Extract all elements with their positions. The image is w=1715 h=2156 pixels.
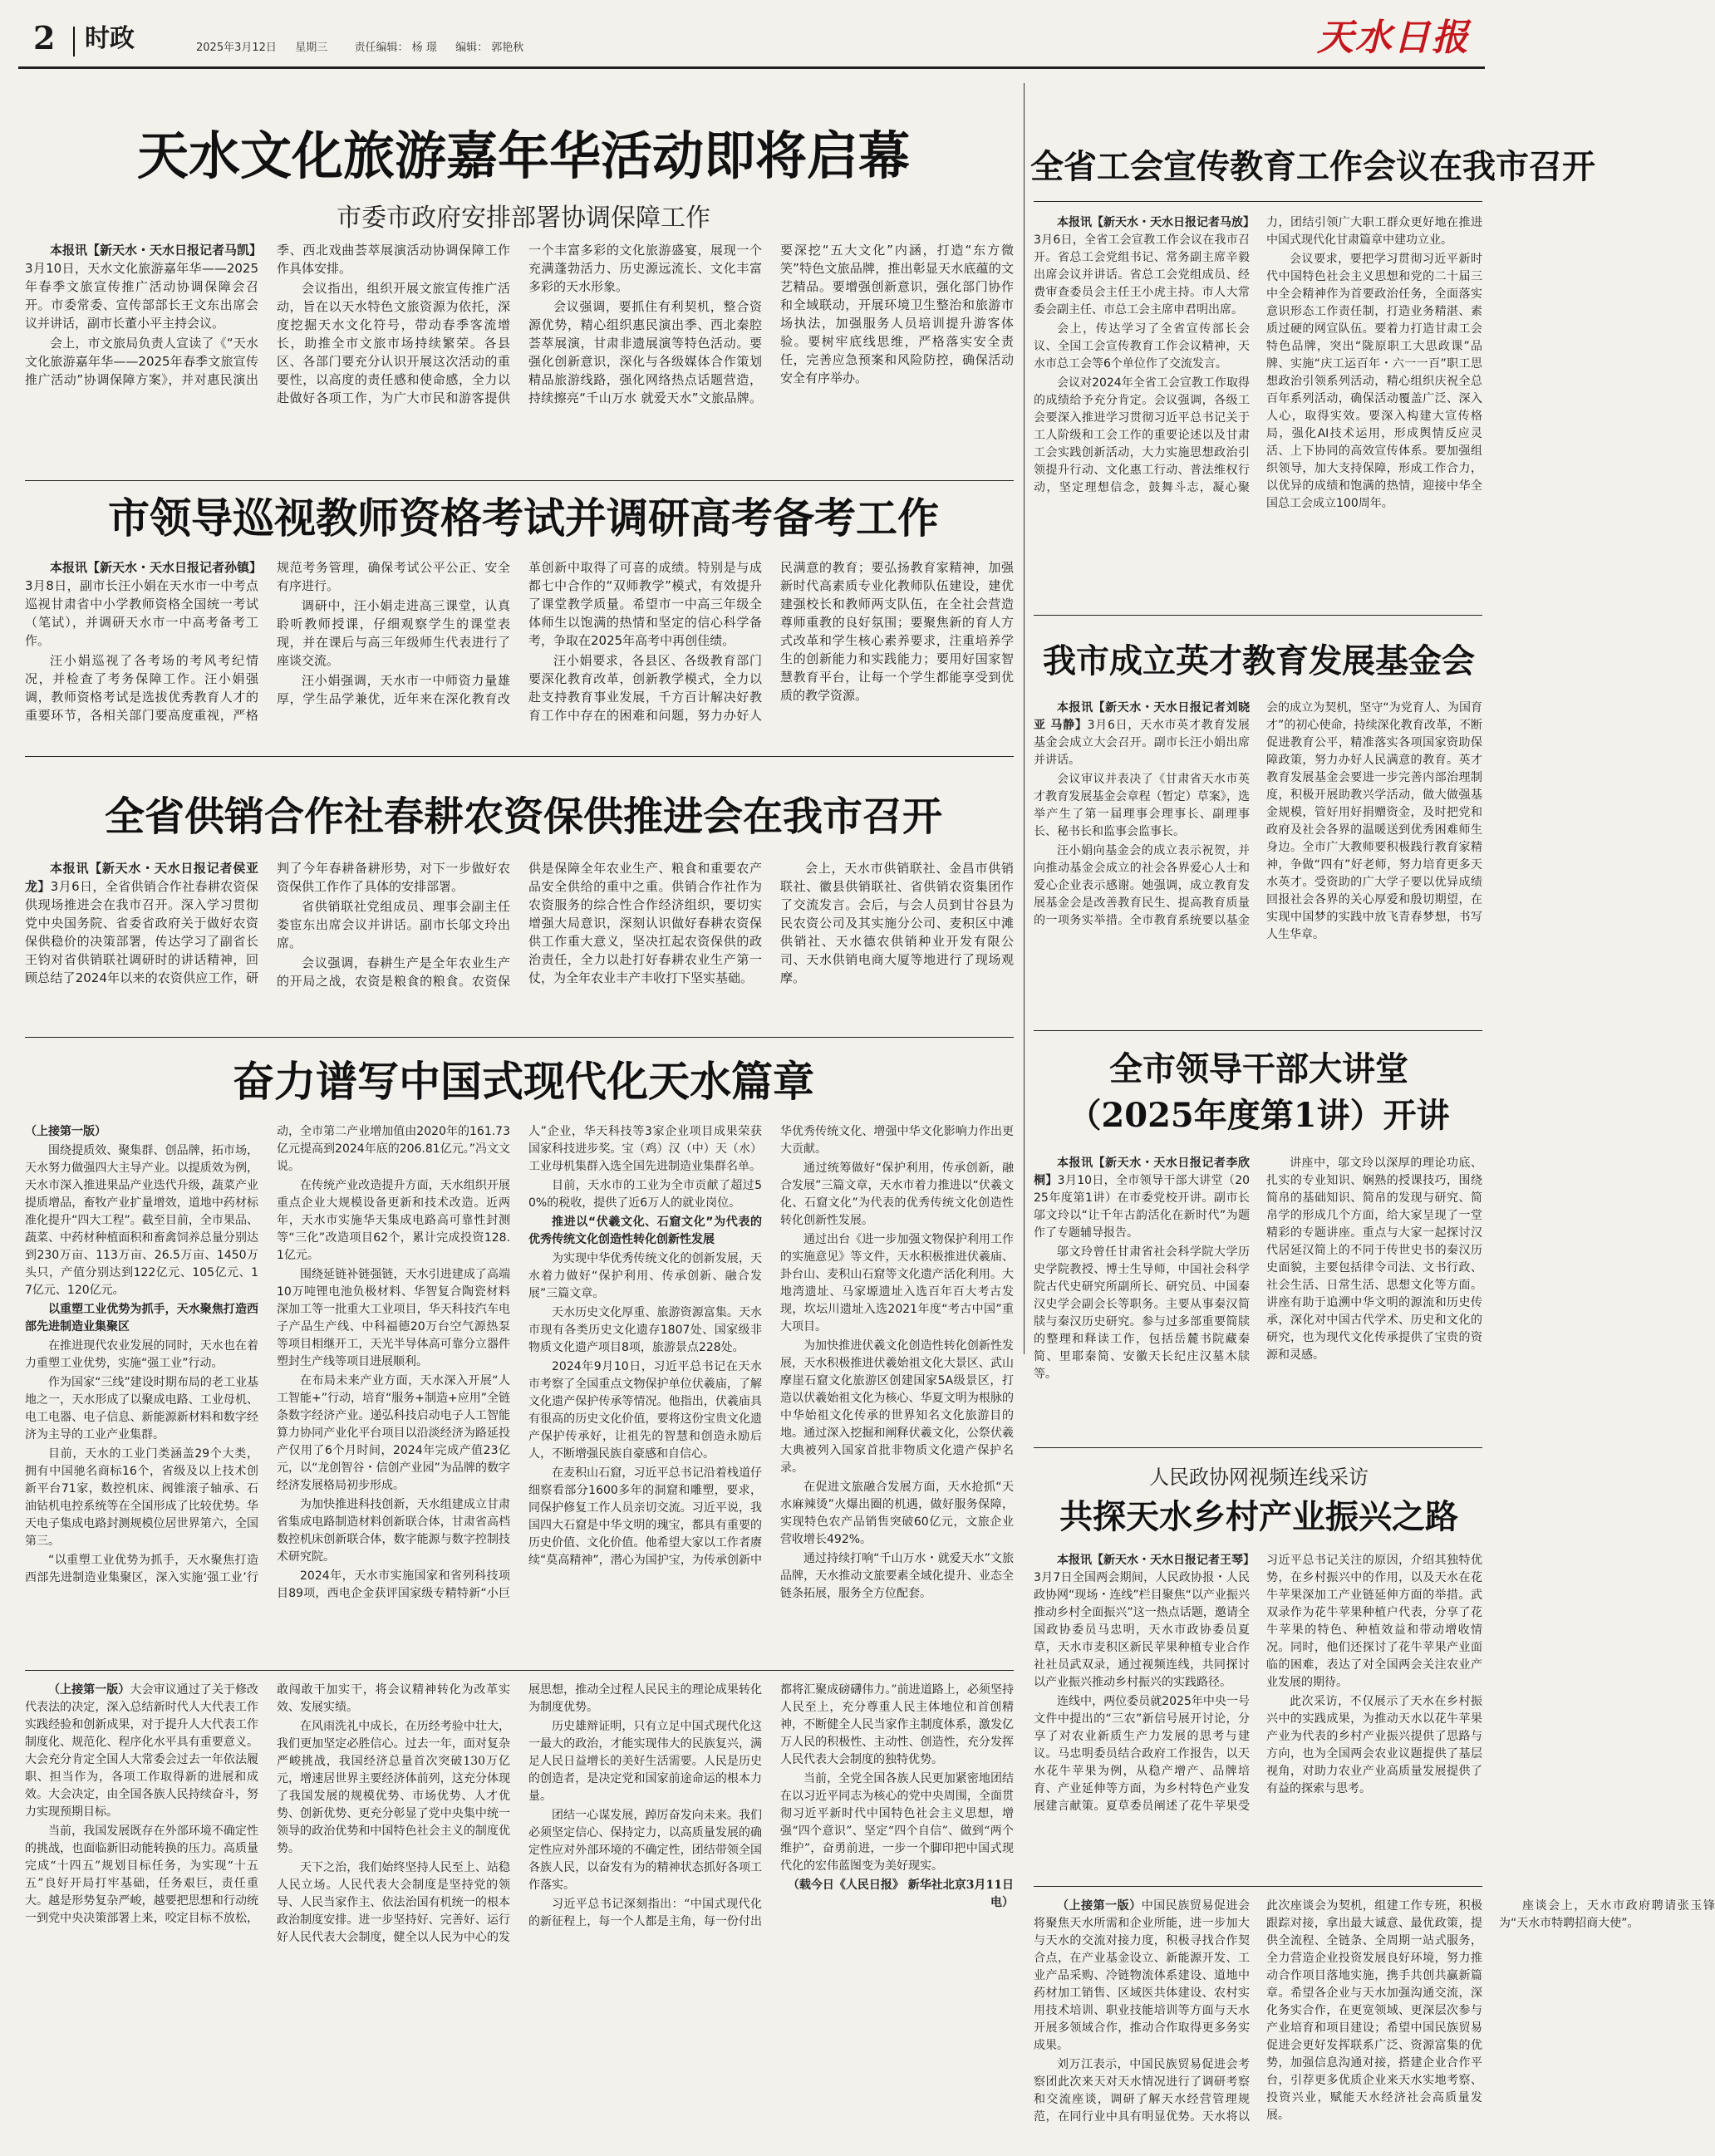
rule xyxy=(25,1670,1014,1671)
article5-body xyxy=(25,1682,1014,2139)
rule xyxy=(1034,201,1482,202)
issue-date: 2025年3月12日 xyxy=(196,42,277,54)
article7-dateline: 本报讯【新天水・天水日报记者刘晓亚 马静】 xyxy=(1034,701,1250,732)
article2-para: 汪小娟要求，各县区、各级教育部门要深化教育改革，创新教学模式，全力以赴支持教育事业发展，千方百计解决好教育工作中存在的困难和问题，努力办好人民满意的教育；要弘扬教育家精神，加强新时代高素质专业化教师队伍建设，建优建强校长和教师两支队伍，在全社会营造尊师重教的良好氛围；要聚焦新的育人方式改革和学生核心素养要求，注重培养学生的创新能力和实践能力；要用好国家智慧教育平台，让每一个学生都能享受到优质的教学资源。 xyxy=(528,560,1014,723)
article4-para: 2024年9月10日，习近平总书记在天水市考察了全国重点文物保护单位伏羲庙，了解文化遗产保护传承等情况。他指出，伏羲庙具有很高的历史文化价值，要将这份宝贵文化遗产保护传承好，让祖先的智慧和创造永励后人，不断增强民族自豪感和自信心。 xyxy=(528,1360,762,1461)
article4-headline: 奋力谱写中国式现代化天水篇章 xyxy=(233,1057,814,1106)
article5-jump: （上接第一版） xyxy=(48,1683,130,1697)
article5-para: 当前，全党全国各族人民更加紧密地团结在以习近平同志为核心的党中央周围，全面贯彻习近平新时代中国特色社会主义思想，增强“四个意识”、坚定“四个自信”、做到“两个维护”，奋勇前进，一步一个脚印把中国式现代化的宏伟蓝图变为美好现实。 xyxy=(780,1772,1014,1873)
article9-body xyxy=(1034,1552,1482,1876)
article4-para: 在传统产业改造提升方面，天水组织开展重点企业大规模设备更新和技术改造。近两年，天水市实施华天集成电路高可靠性封测等“三化”改造项目62个，累计完成投资128.1亿元。 xyxy=(277,1179,510,1262)
article3-dateline: 本报讯【新天水・天水日报记者侯亚龙】 xyxy=(25,861,258,894)
article4-subhead: 推进以“伏羲文化、石窟文化”为代表的优秀传统文化创造性转化创新性发展 xyxy=(528,1216,762,1246)
article3-para: 省供销联社党组成员、理事会副主任娄宦东出席会议并讲话。副市长邬文玲出席。 xyxy=(277,899,510,950)
article1-para: 会议指出，组织开展文旅宣传推广活动，旨在以天水特色文旅资源为依托，深度挖掘天水文化符号，带动春季客流增长，助推全市文旅市场持续繁荣。各县区、各部门要充分认识开展这次活动的重要性，以高度的责任感和使命感，全力以赴做好各项工作，为广大市民和游客提供一个丰富多彩的文化旅游盛宴，展现一个充满蓬勃活力、历史源远流长、文化丰富多彩的天水形象。 xyxy=(277,243,762,405)
article8-para: 邬文玲曾任甘肃省社会科学院大学历史学院教授、博士生导师，中国社会科学院古代史研究所副所长、研究员、中国秦汉史学会副会长等职务。主要从事秦汉简牍与秦汉历史研究。参与过多部重要简牍的整理和释读工作，包括岳麓书院藏秦简、里耶秦简、安徽天长纪庄汉墓木牍等。 xyxy=(1034,1245,1250,1381)
article5-para: 天下之治，我们始终坚持人民至上、站稳人民立场。人民代表大会制度是坚持党的领导、人民当家作主、依法治国有机统一的根本政治制度安排。进一步坚持好、完善好、运行好人民代表大会制度，健全以人民为中心的发展思想，推动全过程人民民主的理论成果转化为制度优势。 xyxy=(277,1683,762,1944)
article7-para: 3月6日，天水市英才教育发展基金会成立大会召开。副市长汪小娟出席并讲话。 xyxy=(1034,719,1250,767)
article5-para: 当前，我国发展既存在外部环境不确定性的挑战，也面临新旧动能转换的压力。高质量完成“十四五”规划目标任务，为实现“十五五”良好开局打牢基础，任务艰巨，责任重大。越是形势复杂严峻，越要把思想和行动统一到党中央决策部署上来，咬定目标不放松，敢闯敢干加实干，将会议精神转化为改革实效、发展实绩。 xyxy=(25,1683,510,1925)
article3-para: 3月6日，全省供销合作社春耕农资保供现场推进会在我市召开。深入学习贯彻党中央国务院、省委省政府关于做好农资保供稳价的决策部署，传达学习了副省长王钧对省供销联社调研时的讲话精神，回顾总结了2024年以来的农资供应工作，研判了今年春耕备耕形势，对下一步做好农资保供工作作了具体的安排部署。 xyxy=(25,861,510,985)
article10-para: 刘万江表示，中国民族贸易促进会考察团此次来天对天水情况进行了调研考察和交流座谈，调研了解天水经营管理规范，在同行业中具有明显优势。天水将以此次座谈会为契机，组建工作专班，积极跟踪对接，拿出最大诚意、最优政策，提供全流程、全链条、全周期一站式服务，全力营造企业投资发展良好环境，努力推动合作项目落地实施，携手共创共赢新篇章。希望各企业与天水加强沟通交流，深化务实合作，在更宽领域、更深层次参与产业培育和项目建设；希望中国民族贸易促进会更好发挥联系广泛、资源富集的优势，加强信息沟通对接，搭建企业合作平台，引荐更多优质企业来天水实地考察、投资兴业，赋能天水经济社会高质量发展。 xyxy=(1034,1899,1482,2124)
article8-headline-line1: 全市领导干部大讲堂 xyxy=(1109,1049,1408,1088)
article5-para: 在风雨洗礼中成长，在历经考验中壮大，我们更加坚定必胜信心。过去一年，面对复杂严峻挑战，我国经济总量首次突破130万亿元，增速居世界主要经济体前列，这充分体现了我国发展的规模优势、市场优势、人才优势、创新优势、更充分彰显了党中央集中统一领导的政治优势和中国特色社会主义的制度优势。 xyxy=(277,1720,510,1855)
article9-headline: 共探天水乡村产业振兴之路 xyxy=(1059,1497,1458,1536)
masthead xyxy=(0,0,1503,66)
article7-headline: 我市成立英才教育发展基金会 xyxy=(1043,641,1475,680)
article4-para: 在布局未来产业方面，天水深入开展“人工智能+”行动，培育“服务+制造+应用”全链条数字经济产业。递弘科技启动电子人工智能算力协同产业化平台项目以沿淡经济为路延投产仅用了6个月时间，2024年完成产值23亿元，以“龙创智谷・信创产业园”为品牌的数字经济发展格局初步形成。 xyxy=(277,1374,510,1492)
article5-source: （载今日《人民日报》 新华社北京3月11日电） xyxy=(787,1879,1014,1909)
article4-para: 通过出台《进一步加强文物保护利用工作的实施意见》等文件，天水积极推进伏羲庙、卦台山、麦积山石窟等文化遗产活化利用。大地湾遗址、马家塬遗址入选百年百大考古发现，坎坛川遗址入选2021年度“考古中国”重大项目。 xyxy=(780,1233,1014,1333)
editor-label: 责任编辑： xyxy=(354,42,409,54)
article9-para: 连线中，两位委员就2025年中央一号文件中提出的“三农”新信号展开讨论，分享了对农业新质生产力发展的思考与建议。马忠明委员结合政府工作报告，以天水花牛苹果为例，从稳产增产、品牌培育、产业延伸等方面，为乡村特色产业发展建言献策。夏草委员阐述了花牛苹果受习近平总书记关注的原因，介绍其独特优势，在乡村振兴中的作用，以及天水在花牛苹果深加工产业链延伸方面的举措。武双录作为花牛苹果种植户代表，分享了花牛苹果的特色、种植效益和带动增收情况。同时，他们还探讨了花牛苹果产业面临的困难，表达了对全国两会关注农业产业发展的期待。 xyxy=(1034,1554,1482,1813)
article3-para: 会上，天水市供销联社、金昌市供销联社、徽县供销联社、省供销农资集团作了交流发言。会后，与会人员到甘谷县为民农资公司及其实施分公司、麦积区中滩供销社、天水德农供销种业开发有限公司、天水供销电商大厦等地进行了现场观摩。 xyxy=(780,861,1014,985)
article8-para: 3月10日，全市领导干部大讲堂（2025年度第1讲）在市委党校开讲。副市长邬文玲以“让千年古韵活化在新时代”为题作了专题辅导报告。 xyxy=(1034,1174,1251,1240)
issue-weekday: 星期三 xyxy=(295,42,328,54)
article3-para: 会议强调，春耕生产是全年农业生产的开局之战，农资是粮食的粮食。农资保供是保障全年农业生产、粮食和重要农产品安全供给的重中之重。供销合作社作为农资服务的综合性合作经济组织，要切实增强大局意识，深刻认识做好春耕农资保供工作重大意义，坚决扛起农资保供的政治责任，全力以赴打好春耕农业生产第一仗，为全年农业丰产丰收打下坚实基础。 xyxy=(277,861,762,989)
rule xyxy=(1034,1447,1482,1448)
article1-body xyxy=(25,241,1014,465)
rule xyxy=(25,480,1014,481)
article4-para: 为实现中华优秀传统文化的创新发展，天水着力做好“保护利用、传承创新、融合发展”三篇文章。 xyxy=(528,1252,762,1300)
article3-body xyxy=(25,859,1014,1025)
article9-para: 此次采访，不仅展示了天水在乡村振兴中的实践成果，为推动天水以花牛苹果产业为代表的乡村产业振兴提供了思路与方向，也为全国两会农业议题提供了基层视角，对助力农业产业高质量发展提供了有益的探索与思考。 xyxy=(1266,1695,1482,1795)
article4-body xyxy=(25,1123,1014,1662)
article1-para: 3月10日，天水文化旅游嘉年华——2025年春季文旅宣传推广活动协调保障会召开。市委常委、宣传部部长王文东出席会议并讲话，副市长董小平主持会议。 xyxy=(25,261,258,331)
article4-jump: （上接第一版） xyxy=(25,1125,106,1138)
article7-para: 汪小娟向基金会的成立表示祝贺，并向推动基金会成立的社会各界爱心人士和爱心企业表示感谢。她强调，成立教育发展基金会是改善教育民生、提高教育质量的一项务实举措。全市教育系统要以基金会的成立为契机，坚守“为党育人、为国育才”的初心使命，持续深化教育改革，不断促进教育公平，精准落实各项国家资助保障政策，努力办好人民满意的教育。英才教育发展基金会要进一步完善内部治理制度，积极开展助教兴学活动，做大做强基金规模，管好用好捐赠资金，及时把党和政府及社会各界的温暖送到优秀困难师生身边。全市广大教师要积极践行教育家精神，争做“四有”好老师，努力培育更多天水英才。受资助的广大学子要以优异成绩回报社会各界的关心厚爱和殷切期望，在实现中国梦的实践中放飞青春梦想，书写人生华章。 xyxy=(1034,701,1482,941)
article4-para: 通过持续打响“千山万水・就爱天水”文旅品牌，天水推动文旅要素全域化提升、业态全链条拓展，服务全方位配套。 xyxy=(780,1552,1014,1600)
article10-body xyxy=(1034,1898,1715,2139)
rule xyxy=(25,756,1014,757)
editor2-label: 编辑： xyxy=(455,42,489,54)
article5-para: 团结一心谋发展，踔厉奋发向未来。我们必须坚定信心、保持定力，以高质量发展的确定性应对外部环境的不确定性，团结带领全国各族人民，以奋发有为的精神状态抓好各项工作落实。 xyxy=(528,1809,762,1892)
masthead-rule xyxy=(18,66,1485,69)
article8-para: 讲座中，邬文玲以深厚的理论功底、扎实的专业知识、娴熟的授课技巧，围绕简帛的基础知识、简帛的发现与研究、简帛学的形成几个方面，给大家呈现了一堂精彩的专题讲座。重点与大家一起探讨汉代居延汉简上的不同于传世史书的秦汉历史面貌，主要包括律令司法、文书行政、社会生活、日常生活、思想文化等方面。讲座有助于追溯中华文明的源流和历史传承，深化对中国古代学术、历史和文化的研究，也为现代文化传承提供了宝贵的资源和灵感。 xyxy=(1266,1157,1482,1362)
article7-body xyxy=(1034,700,1482,1015)
article4-para: 通过统筹做好“保护利用，传承创新，融合发展”三篇文章，天水市着力推进以“伏羲文化、石窟文化”为代表的优秀传统文化创造性转化创新性发展。 xyxy=(780,1161,1014,1227)
article9-para: 3月7日全国两会期间，人民政协报・人民政协网“现场・连线”栏目聚焦“以产业振兴推动乡村全面振兴”这一热点话题，邀请全国政协委员马忠明，天水市政协委员夏草，天水市麦积区新民苹果种植专业合作社社员武双录，通过视频连线，共同探讨以产业振兴推动乡村振兴的实践路径。 xyxy=(1034,1571,1250,1689)
article1-headline: 天水文化旅游嘉年华活动即将启幕 xyxy=(136,125,910,186)
article1-para: 会议强调，要抓住有利契机，整合资源优势，精心组织惠民演出季、西北秦腔荟萃展演，甘肃非遗展演等特色活动。要强化创新意识，深化与各级媒体合作策划精品旅游线路，强化网络热点话题营造，持续擦亮“千山万水 就爱天水”文旅品牌。要深挖“五大文化”内涵，打造“东方微笑”特色文旅品牌，推出彰显天水底蕴的文艺精品。要增强创新意识，强化部门协作和全域联动，开展环境卫生整治和旅游市场执法，加强服务人员培训提升游客体验。要树牢底线思维，严格落实安全责任，完善应急预案和风险防控，确保活动安全有序举办。 xyxy=(528,243,1014,405)
article6-headline: 全省工会宣传教育工作会议在我市召开 xyxy=(1030,147,1595,186)
article2-para: 汪小娟巡视了各考场的考风考纪情况，并检查了考务保障工作。汪小娟强调，教师资格考试是选拔优秀教育人才的重要环节，各相关部门要高度重视，严格规范考务管理，确保考试公平公正、安全有序进行。 xyxy=(25,560,510,723)
article4-para: 在推进现代农业发展的同时，天水也在着力重塑工业优势，实施“强工业”行动。 xyxy=(25,1339,258,1370)
article10-para: 中国民族贸易促进会将聚焦天水所需和企业所能，进一步加大与天水的交流对接力度，积极寻找合作契合点，在产业基金设立、新能源开发、工业产品采购、冷链物流体系建设、道地中药材加工销售、区域医共体建设、农村实用技术培训、职业技能培训等方面与天水开展多领域合作，推动合作取得更多务实成果。 xyxy=(1034,1899,1251,2052)
article9-dateline: 本报讯【新天水・天水日报记者王琴】 xyxy=(1057,1554,1255,1567)
article2-headline: 市领导巡视教师资格考试并调研高考备考工作 xyxy=(108,494,939,543)
article4-para: 天水历史文化厚重、旅游资源富集。天水市现有各类历史文化遗存1807处、国家级非物质文化遗产项目8项，旅游景点228处。 xyxy=(528,1306,762,1354)
paper-logo: 天水日报 xyxy=(1317,17,1470,59)
article5-para: 大会审议通过了关于修改代表法的决定，深入总结新时代人大代表工作实践经验和创新成果，对于提升人大代表工作制度化、规范化、程序化水平具有重要意义。大会充分肯定全国人大常委会过去一年依法履职、担当作为，各项工作取得新的进展和成效。大会决定，由全国各族人民持续奋斗，努力实现预期目标。 xyxy=(25,1683,259,1819)
main-column-rule xyxy=(1024,83,1025,1354)
article9-kicker: 人民政协网视频连线采访 xyxy=(1149,1466,1369,1489)
article3-headline: 全省供销合作社春耕农资保供推进会在我市召开 xyxy=(104,793,942,840)
article10-jump: （上接第一版） xyxy=(1057,1899,1142,1913)
article1-dateline: 本报讯【新天水・天水日报记者马凯】 xyxy=(50,243,263,258)
article4-para: 在促进文旅融合发展方面，天水抢抓“天水麻辣烫”火爆出圈的机遇，做好服务保障，实现特色农产品销售突破60亿元，文旅企业营收增长492%。 xyxy=(780,1481,1014,1546)
article4-para: 为加快推进伏羲文化创造性转化创新性发展，天水积极推进伏羲始祖文化大景区、武山摩崖石窟文化旅游区创建国家5A级景区，打造以伏羲始祖文化为核心、华夏文明为根脉的中华始祖文化传承的世界知名文化旅游目的地。通过深入挖掘和阐释伏羲文化，公祭伏羲大典被列入国家首批非物质文化遗产保护名录。 xyxy=(780,1339,1014,1475)
article6-body xyxy=(1034,214,1482,603)
article5-para: 习近平总书记深刻指出：“中国式现代化的新征程上，每一个人都是主角，每一份付出都将汇聚成磅礴伟力。”前进道路上，必须坚持人民至上，充分尊重人民主体地位和首创精神，不断健全人民当家作主制度体系，激发亿万人民的积极性、主动性、创造性，充分发挥人民代表大会制度的独特优势。 xyxy=(528,1683,1014,1928)
article4-subhead: 以重塑工业优势为抓手，天水聚焦打造西部先进制造业集聚区 xyxy=(25,1303,258,1333)
article1-para: 会上，市文旅局负责人宣读了《“天水文化旅游嘉年华——2025年春季文旅宣传推广活动”协调保障方案》，并对惠民演出季、西北戏曲荟萃展演活动协调保障工作作具体安排。 xyxy=(25,243,510,387)
article4-para: 围绕提质效、聚集群、创品牌，拓市场，天水努力做强四大主导产业。以提质效为例，天水市深入推进果品产业迭代升级，蔬菜产业提质增品，畜牧产业扩量增效，道地中药材标准化提升“四大工程”。截至目前，全市果品、蔬菜、中药材种植面积和畜禽饲养总量分别达到230万亩、113万亩、26.5万亩、1450万头只，产值分别达到122亿元、105亿元、17亿元、120亿元。 xyxy=(25,1144,258,1297)
article2-para: 调研中，汪小娟走进高三课堂，认真聆听教师授课，仔细观察学生的课堂表现，并在课后与高三年级师生代表进行了座谈交流。 xyxy=(277,598,510,668)
article6-para: 会议要求，要把学习贯彻习近平新时代中国特色社会主义思想和党的二十届三中全会精神作为首要政治任务，全面落实意识形态工作责任制，打造业务精湛、素质过硬的网宣队伍。要着力打造甘肃工会特色品牌，突出“陇原职工大思政课”品牌、实施“庆工运百年・六一一百”职工思想政治引领系列活动，精心组织庆祝全总百年系列活动，确保活动覆盖广泛、深入人心，取得实效。要深入构建大宣传格局，强化AI技术运用，形成舆情反应灵活、上下协同的高效宣传体系。要加强组织领导，加大支持保障，形成工作合力，以优异的成绩和饱满的热情，迎接中华全国总工会成立100周年。 xyxy=(1266,253,1482,510)
page-number: 2 xyxy=(33,19,56,56)
article4-para: 围绕延链补链强链，天水引进建成了高端10万吨锂电池负极材料、华智复合陶瓷材料深加工等一批重大工业项目，华天科技汽车电子产品生产线、中科福德20万台空气源热泵等项目相继开工，天光半导体高可靠分立器件塑封生产线等项目进展顺利。 xyxy=(277,1268,510,1368)
article4-para: 目前，天水市的工业为全市贡献了超过50%的税收，提供了近6万人的就业岗位。 xyxy=(528,1179,762,1210)
article4-para: 目前，天水的工业门类涵盖29个大类，拥有中国驰名商标16个，省级及以上技术创新平台71家，数控机床、阀锥滚子轴承、石油钻机电控系统等在全国形成了比较优势。华天电子集成电路封测规模位居世界第六，全国第三。 xyxy=(25,1447,258,1548)
article2-para: 3月8日，副市长汪小娟在天水市一中考点巡视甘肃省中小学教师资格全国统一考试（笔试），并调研天水市一中高考备考工作。 xyxy=(25,578,258,648)
editor2-name: 郭艳秋 xyxy=(491,42,524,54)
article5-para: 历史雄辩证明，只有立足中国式现代化这一最大的政治，才能实现伟大的民族复兴，满足人民日益增长的美好生活需要。人民是历史的创造者，是决定党和国家前途命运的根本力量。 xyxy=(528,1720,762,1803)
masthead-divider xyxy=(73,27,75,56)
article6-para: 会议对2024年全省工会宣教工作取得的成绩给予充分肯定。会议强调，各级工会要深入推进学习贯彻习近平总书记关于工人阶级和工会工作的重要论述以及甘肃工会实践创新活动，大力实施思想政治引领提升行动、文化惠工行动、普法维权行动，坚定理想信念，鼓舞斗志，凝心聚力，团结引领广大职工群众更好地在推进中国式现代化甘肃篇章中建功立业。 xyxy=(1034,216,1482,494)
rule xyxy=(1034,1030,1482,1031)
article6-para: 3月6日，全省工会宣教工作会议在我市召开。省总工会党组书记、常务副主席辛毅出席会议并讲话。省总工会党组成员、经费审查委员会主任王小虎主持。市人大常委会副主任、市总工会主席申君明出席。 xyxy=(1034,233,1250,317)
editor-name: 杨 璟 xyxy=(411,42,437,54)
article8-body xyxy=(1034,1155,1482,1437)
article7-para: 会议审议并表决了《甘肃省天水市英才教育发展基金会章程（暂定）草案》，选举产生了第一届理事会理事长、副理事长、秘书长和监事会监事长。 xyxy=(1034,773,1250,838)
article4-para: “以重塑工业优势为抓手，天水聚焦打造西部先进制造业集聚区，深入实施‘强工业’行动，全市第二产业增加值由2020年的161.73亿元提高到2024年底的206.81亿元。”冯文文说。 xyxy=(25,1125,510,1584)
article2-para: 汪小娟强调，天水市一中师资力量雄厚，学生品学兼优，近年来在深化教育改革创新中取得了可喜的成绩。特别是与成都七中合作的“双师教学”模式，有效提升了课堂教学质量。希望市一中高三年级全体师生以饱满的热情和坚定的信心科学备考，争取在2025年高考中再创佳绩。 xyxy=(277,560,762,706)
article6-dateline: 本报讯【新天水・天水日报记者马放】 xyxy=(1057,216,1255,229)
article2-dateline: 本报讯【新天水・天水日报记者孙镇】 xyxy=(50,560,263,575)
rule xyxy=(1034,1886,1482,1887)
article4-para: 在麦积山石窟，习近平总书记沿着栈道仔细察看部分1600多年的洞窟和雕塑，要求，同保护修复工作人员亲切交流。习近平说，我国四大石窟是中华文明的瑰宝，都具有重要的历史价值、文化价值。他希望大家以工作者赓续“莫高精神”，潜心为国护宝，为传承创新中华优秀传统文化、增强中华文化影响力作出更大贡献。 xyxy=(528,1125,1014,1567)
article6-para: 会上，传达学习了全省宣传部长会议、全国工会宣传教育工作会议精神，天水市总工会等6个单位作了交流发言。 xyxy=(1034,322,1250,371)
article10-para: 座谈会上，天水市政府聘请张玉锋为“天水市特聘招商大使”。 xyxy=(1499,1899,1715,1930)
article1-subtitle: 市委市政府安排部署协调保障工作 xyxy=(337,204,710,233)
article2-body xyxy=(25,558,1014,733)
rule xyxy=(25,1037,1014,1038)
issue-info xyxy=(196,38,523,54)
section-name: 时政 xyxy=(85,24,135,53)
article4-para: 2024年，天水市实施国家和省列科技项目89项，西电企金获评国家级专精特新“小巨人”企业，华天科技等3家企业项目成果荣获国家科技进步奖。宝（鸡）汉（中）天（水）工业母机集群入选全国先进制造业集群名单。 xyxy=(277,1125,762,1600)
rule xyxy=(1034,615,1482,616)
article8-dateline: 本报讯【新天水・天水日报记者李欣桐】 xyxy=(1034,1157,1250,1187)
article8-headline-line2: （2025年度第1讲）开讲 xyxy=(1068,1096,1450,1135)
article4-para: 为加快推进科技创新，天水组建成立甘肃省集成电路制造材料创新联合体，甘肃省高档数控机床创新联合体，数字能源与数字控制技术研究院。 xyxy=(277,1498,510,1564)
article4-para: 作为国家“三线”建设时期布局的老工业基地之一，天水形成了以聚成电路、工业母机、电工电器、电子信息、新能源新材料和数字经济为主导的工业产业集群。 xyxy=(25,1376,258,1441)
